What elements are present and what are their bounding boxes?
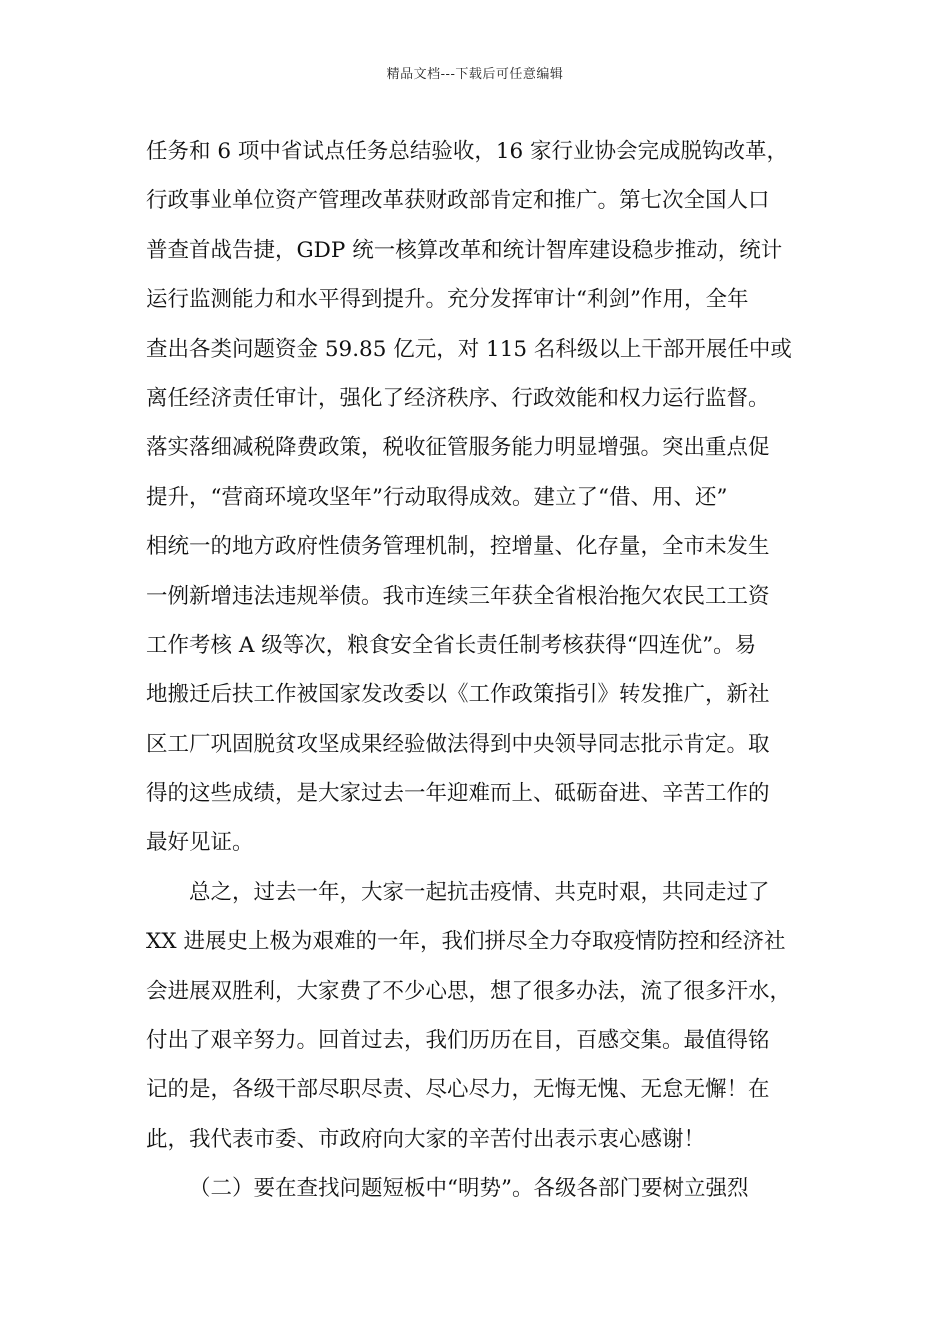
text-line: 提升，“营商环境攻坚年”行动取得成效。建立了“借、用、还” bbox=[146, 484, 728, 510]
page-header: 精品文档---下载后可任意编辑 bbox=[386, 67, 564, 82]
text-line: 记的是，各级干部尽职尽责、尽心尽力，无悔无愧、无怠无懈！在 bbox=[146, 1077, 770, 1103]
text-line: 行政事业单位资产管理改革获财政部肯定和推广。第七次全国人口 bbox=[146, 188, 770, 214]
paragraph-start-line: 总之，过去一年，大家一起抗击疫情、共克时艰，共同走过了 bbox=[189, 879, 770, 905]
text-line: 会进展双胜利，大家费了不少心思，想了很多办法，流了很多汗水， bbox=[146, 978, 792, 1004]
text-line: 区工厂巩固脱贫攻坚成果经验做法得到中央领导同志批示肯定。取 bbox=[146, 731, 770, 757]
text-line: 一例新增违法违规举债。我市连续三年获全省根治拖欠农民工工资 bbox=[146, 583, 770, 609]
section-heading-line: （二）要在查找问题短板中“明势”。各级各部门要树立强烈 bbox=[189, 1176, 749, 1202]
text-line: 此，我代表市委、市政府向大家的辛苦付出表示衷心感谢！ bbox=[146, 1126, 706, 1152]
text-line: 离任经济责任审计，强化了经济秩序、行政效能和权力运行监督。 bbox=[146, 385, 770, 411]
text-line: 落实落细减税降费政策，税收征管服务能力明显增强。突出重点促 bbox=[146, 435, 770, 461]
text-line: 地搬迁后扶工作被国家发改委以《工作政策指引》转发推广，新社 bbox=[146, 682, 770, 708]
document-body bbox=[146, 127, 810, 1214]
text-line: 查出各类问题资金 59.85 亿元，对 115 名科级以上干部开展任中或 bbox=[146, 336, 792, 362]
text-line: 相统一的地方政府性债务管理机制，控增量、化存量，全市未发生 bbox=[146, 534, 770, 560]
text-line: 运行监测能力和水平得到提升。充分发挥审计“利剑”作用，全年 bbox=[146, 287, 749, 313]
text-line: 普查首战告捷，GDP 统一核算改革和统计智库建设稳步推动，统计 bbox=[146, 237, 783, 263]
text-line: 得的这些成绩，是大家过去一年迎难而上、砥砺奋进、辛苦工作的 bbox=[146, 781, 770, 807]
text-line: 最好见证。 bbox=[146, 830, 254, 856]
text-line: 付出了艰辛努力。回首过去，我们历历在目，百感交集。最值得铭 bbox=[146, 1028, 770, 1054]
text-line: 任务和 6 项中省试点任务总结验收，16 家行业协会完成脱钩改革， bbox=[146, 139, 789, 164]
text-line: XX 进展史上极为艰难的一年，我们拼尽全力夺取疫情防控和经济社 bbox=[146, 929, 786, 955]
text-line: 工作考核 A 级等次，粮食安全省长责任制考核获得“四连优”。易 bbox=[146, 632, 757, 658]
